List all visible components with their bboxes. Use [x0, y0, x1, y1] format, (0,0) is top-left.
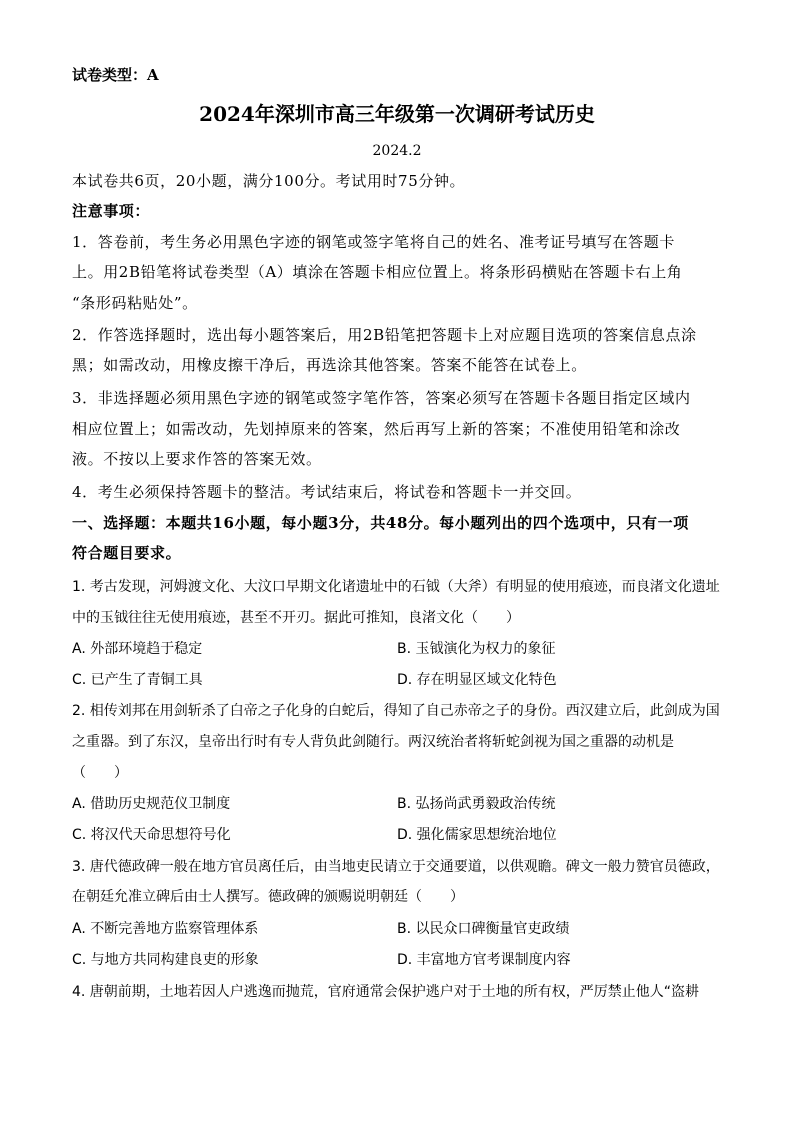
- option-d: D. 存在明显区域文化特色: [397, 672, 557, 688]
- option-d: D. 强化儒家思想统治地位: [397, 827, 557, 843]
- question-stem: 在朝廷允准立碑后由士人撰写。德政碑的颁赐说明朝廷（ ）: [72, 889, 464, 905]
- question-stem: 1. 考古发现，河姆渡文化、大汶口早期文化诸遗址中的石钺（大斧）有明显的使用痕迹，而良渚文化遗址: [72, 579, 720, 595]
- option-c: C. 与地方共同构建良吏的形象: [72, 952, 259, 968]
- note-line: 相应位置上；如需改动，先划掉原来的答案，然后再写上新的答案；不准使用铅笔和涂改: [72, 420, 681, 438]
- notes-heading: 注意事项：: [72, 202, 151, 220]
- option-c: C. 将汉代天命思想符号化: [72, 827, 231, 843]
- note-line: 上。用2B铅笔将试卷类型（A）填涂在答题卡相应位置上。将条形码横贴在答题卡右上角: [72, 263, 683, 281]
- option-b: B. 玉钺演化为权力的象征: [397, 641, 556, 657]
- option-c: C. 已产生了青铜工具: [72, 672, 203, 688]
- note-line: 液。不按以上要求作答的答案无效。: [72, 450, 322, 468]
- question-stem: （ ）: [72, 765, 128, 781]
- question-stem: 之重器。到了东汉，皇帝出行时有专人背负此剑随行。两汉统治者将斩蛇剑视为国之重器的动机是: [72, 734, 674, 750]
- note-line: “条形码粘贴处”。: [72, 294, 198, 312]
- question-stem: 4. 唐朝前期，土地若因人户逃逸而抛荒，官府通常会保护逃户对于土地的所有权，严厉禁止他人“盗耕: [72, 984, 700, 1000]
- option-a: A. 不断完善地方监察管理体系: [72, 921, 259, 937]
- note-line: 4．考生必须保持答题卡的整洁。考试结束后，将试卷和答题卡一并交回。: [72, 483, 582, 501]
- option-b: B. 弘扬尚武勇毅政治传统: [397, 796, 556, 812]
- question-stem: 3. 唐代德政碑一般在地方官员离任后，由当地吏民请立于交通要道，以供观瞻。碑文一般力赞官员德政，: [72, 859, 720, 875]
- option-b: B. 以民众口碑衡量官吏政绩: [397, 921, 570, 937]
- option-a: A. 借助历史规范仪卫制度: [72, 796, 231, 812]
- option-d: D. 丰富地方官考课制度内容: [397, 952, 571, 968]
- question-stem: 2. 相传刘邦在用剑斩杀了白帝之子化身的白蛇后，得知了自己赤帝之子的身份。西汉建立后，此剑成为国: [72, 703, 720, 719]
- intro-text: 本试卷共6页，20小题，满分100分。考试用时75分钟。: [72, 172, 466, 190]
- page-title: 2024年深圳市高三年级第一次调研考试历史: [199, 102, 595, 126]
- note-line: 1．答卷前，考生务必用黑色字迹的钢笔或签字笔将自己的姓名、准考证号填写在答题卡: [72, 233, 675, 251]
- note-line: 3．非选择题必须用黑色字迹的钢笔或签字笔作答，答案必须写在答题卡各题目指定区域内: [72, 389, 691, 407]
- question-stem: 中的玉钺往往无使用痕迹，甚至不开刃。据此可推知，良渚文化（ ）: [72, 610, 520, 626]
- note-line: 2．作答选择题时，选出每小题答案后，用2B铅笔把答题卡上对应题目选项的答案信息点涂: [72, 326, 697, 344]
- exam-date: 2024.2: [372, 143, 422, 159]
- option-a: A. 外部环境趋于稳定: [72, 641, 203, 657]
- section-heading: 一、选择题：本题共16小题，每小题3分，共48分。每小题列出的四个选项中，只有一项: [72, 514, 689, 532]
- note-line: 黑；如需改动，用橡皮擦干净后，再选涂其他答案。答案不能答在试卷上。: [72, 356, 587, 374]
- paper-type: 试卷类型：A: [72, 66, 159, 84]
- section-heading: 符合题目要求。: [72, 544, 182, 562]
